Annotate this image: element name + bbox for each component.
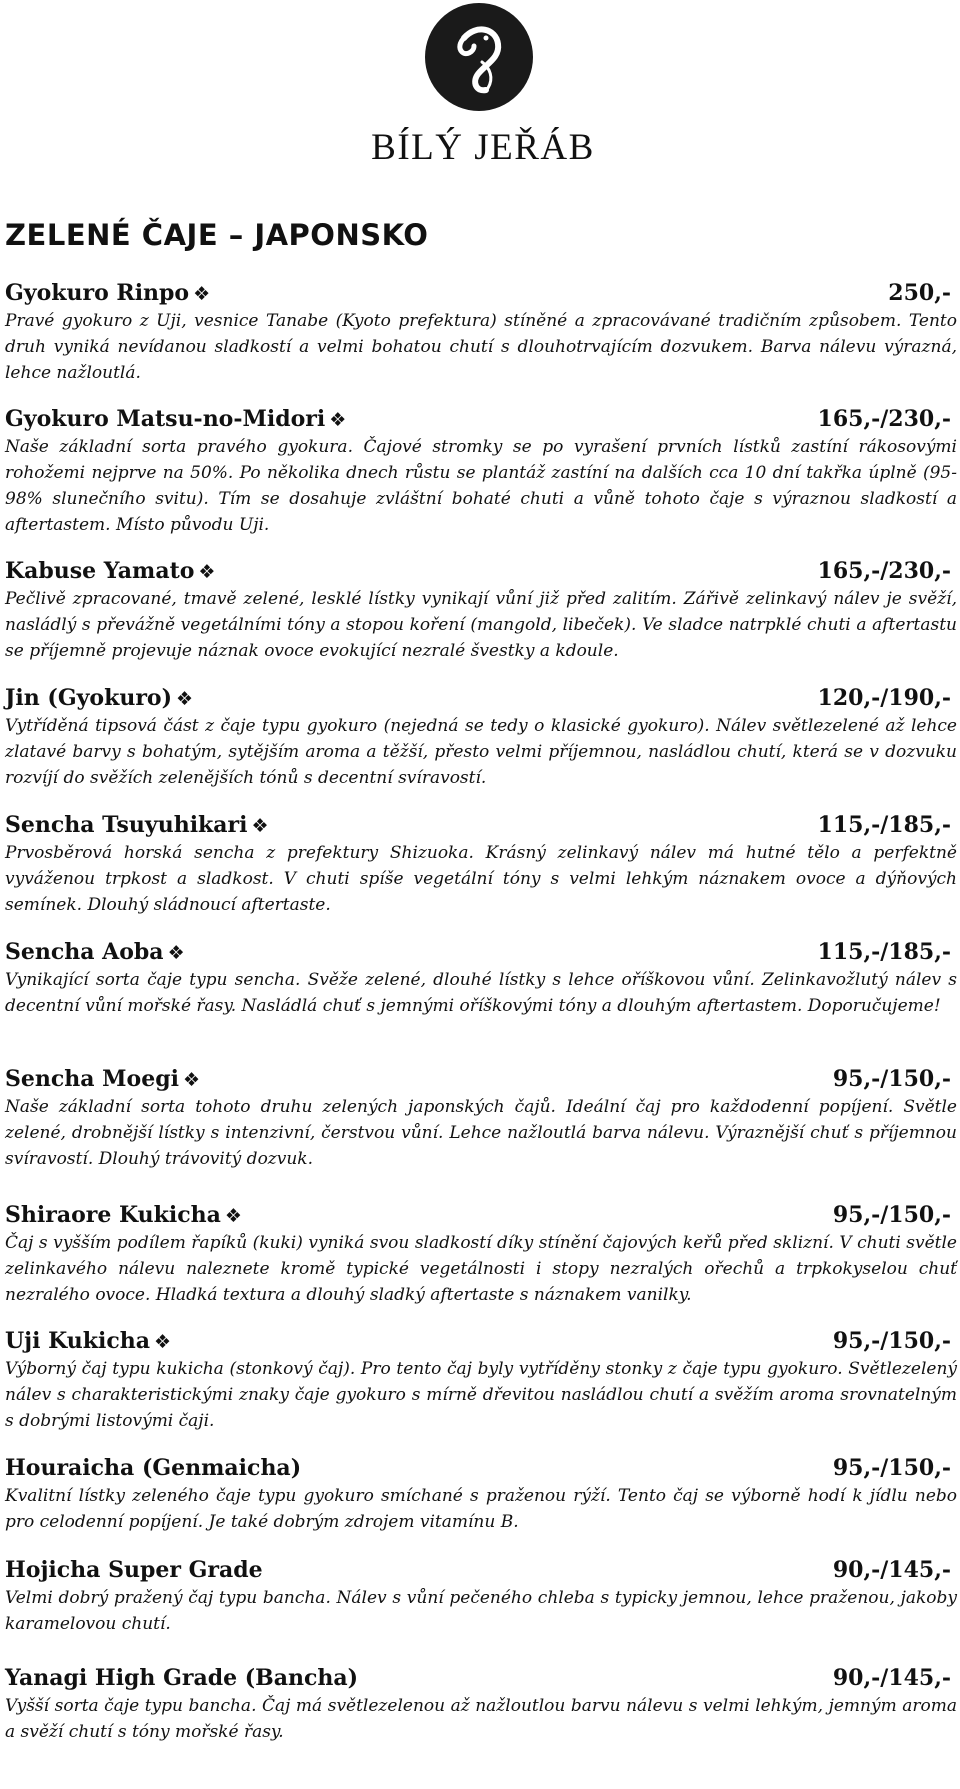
menu-item-name-text: Yanagi High Grade (Bancha)	[5, 1665, 359, 1691]
menu-item	[5, 1200, 957, 1308]
menu-item-name-text: Houraicha (Genmaicha)	[5, 1455, 302, 1481]
menu-item-description: Naše základní sorta tohoto druhu zelených japonských čajů. Ideální čaj pro každodenní popíjení. Světle zelené, drobnější lístky s intenzivní, čerstvou vůní. Lehce nažloutlá barva nálevu. Výraznější chuť s příjemnou svíravostí. Dlouhý trávovitý dozvuk.	[5, 1097, 957, 1169]
menu-item-header	[5, 1200, 957, 1230]
menu-item-price: 90,-/145,-	[832, 1665, 951, 1691]
menu-item-price: 115,-/185,-	[817, 812, 951, 838]
menu-item-price: 95,-/150,-	[832, 1455, 951, 1481]
menu-item-header	[5, 278, 957, 308]
crane-logo-icon	[424, 2, 534, 112]
menu-item-name	[5, 1663, 358, 1693]
diamond-ornament-icon: ❖	[182, 1069, 200, 1091]
menu-item-name	[5, 278, 210, 309]
menu-item-price: 95,-/150,-	[832, 1066, 951, 1092]
menu-item-header	[5, 556, 957, 586]
brand-name: BÍLÝ JEŘÁB	[371, 127, 595, 168]
menu-item-name-text: Sencha Aoba	[5, 939, 164, 965]
menu-item-description: Velmi dobrý pražený čaj typu bancha. Nálev s vůní pečeného chleba s typicky jemnou, lehce praženou, jakoby karamelovou chutí.	[5, 1588, 957, 1634]
menu-item	[5, 404, 957, 538]
menu-item-name	[5, 937, 185, 968]
menu-item-name-text: Hojicha Super Grade	[5, 1557, 263, 1583]
diamond-ornament-icon: ❖	[154, 1331, 172, 1353]
menu-item-header	[5, 1326, 957, 1356]
menu-item-header	[5, 683, 957, 713]
menu-item	[5, 1064, 957, 1172]
menu-item-name	[5, 1326, 171, 1357]
menu-item-header	[5, 1453, 957, 1483]
diamond-ornament-icon: ❖	[329, 409, 347, 431]
menu-item-description: Čaj s vyšším podílem řapíků (kuki) vyniká svou sladkostí díky stínění čajových keřů před sklizní. V chuti světle zelinkavého nálevu naleznete kromě typické vegetálnosti i stopy nezralých ořechů a trpkokyselou chuť nezralého ovoce. Hladká textura a dlouhý sladký aftertaste s náznakem vanilky.	[5, 1233, 957, 1305]
menu-item-name	[5, 556, 215, 587]
menu-item-description: Naše základní sorta pravého gyokura. Čajové stromky se po vyrašení prvních lístků zastíní rákosovými rohožemi nejprve na 50%. Po několika dnech růstu se plantáž zastíní na dalších cca 10 dní takřka úplně (95-98% slunečního svitu). Tím se dosahuje zvláštní bohaté chuti a vůně tohoto čaje s výraznou sladkostí a aftertastem. Místo původu Uji.	[5, 437, 957, 535]
menu-item	[5, 1453, 957, 1535]
menu-item-price: 115,-/185,-	[817, 939, 951, 965]
menu-item-name-text: Gyokuro Matsu-no-Midori	[5, 406, 326, 432]
menu-item	[5, 1326, 957, 1434]
diamond-ornament-icon: ❖	[167, 942, 185, 964]
menu-item-header	[5, 810, 957, 840]
menu-item-price: 250,-	[888, 280, 951, 306]
diamond-ornament-icon: ❖	[224, 1205, 242, 1227]
menu-item-name	[5, 810, 269, 841]
menu-item	[5, 810, 957, 918]
menu-item-description: Pečlivě zpracované, tmavě zelené, lesklé lístky vynikají vůní již před zalitím. Zářivě zelinkavý nálev je svěží, nasládlý s převážně vegetálními tóny a stopou koření (mangold, libeček). Ve sladce natrpklé chuti a aftertastu se příjemně projevuje náznak ovoce evokující nezralé švestky a kdoule.	[5, 589, 957, 661]
diamond-ornament-icon: ❖	[193, 283, 211, 305]
diamond-ornament-icon: ❖	[251, 815, 269, 837]
menu-item-description: Pravé gyokuro z Uji, vesnice Tanabe (Kyoto prefektura) stíněné a zpracovávané tradičním způsobem. Tento druh vyniká nevídanou sladkostí a velmi bohatou chutí s dlouhotrvajícím dozvukem. Barva nálevu výrazná, lehce nažloutlá.	[5, 311, 957, 383]
menu-item-description: Prvosběrová horská sencha z prefektury Shizuoka. Krásný zelinkavý nálev má hutné tělo a perfektně vyváženou trpkost a sladkost. V chuti spíše vegetální tóny s velmi lehkým náznakem ovoce a dýňových semínek. Dlouhý sládnoucí aftertaste.	[5, 843, 957, 915]
menu-item-name	[5, 1555, 263, 1585]
menu-item-description: Kvalitní lístky zeleného čaje typu gyokuro smíchané s praženou rýží. Tento čaj se výborně hodí k jídlu nebo pro celodenní popíjení. Je také dobrým zdrojem vitamínu B.	[5, 1486, 957, 1532]
menu-item-price: 90,-/145,-	[832, 1557, 951, 1583]
menu-item-header	[5, 1064, 957, 1094]
menu-item-name-text: Uji Kukicha	[5, 1328, 151, 1354]
menu-item-header	[5, 1555, 957, 1585]
menu-item-description: Výborný čaj typu kukicha (stonkový čaj). Pro tento čaj byly vytříděny stonky z čaje typu gyokuro. Světlezelený nálev s charakteristickými znaky čaje gyokuro s mírně dřevitou nasládlou chutí a svěžím aroma srovnatelným s dobrými listovými čaji.	[5, 1359, 957, 1431]
menu-item-description: Vytříděná tipsová část z čaje typu gyokuro (nejedná se tedy o klasické gyokuro). Nálev světlezelené až lehce zlatavé barvy s bohatým, sytějším aroma a těžší, přesto velmi příjemnou, nasládlou chutí, která se v dozvuku rozvíjí do svěžích zelenějších tónů s decentní svíravostí.	[5, 716, 957, 788]
menu-item-name	[5, 683, 193, 714]
menu-item-header	[5, 937, 957, 967]
menu-item-name-text: Sencha Tsuyuhikari	[5, 812, 248, 838]
menu-item-price: 120,-/190,-	[817, 685, 951, 711]
menu-item-name-text: Jin (Gyokuro)	[5, 685, 172, 711]
menu-item-name	[5, 404, 346, 435]
menu-item	[5, 278, 957, 386]
menu-item-name-text: Gyokuro Rinpo	[5, 280, 190, 306]
menu-item-name	[5, 1064, 200, 1095]
menu-item-name	[5, 1200, 242, 1231]
menu-item-price: 165,-/230,-	[817, 558, 951, 584]
menu-item-price: 165,-/230,-	[817, 406, 951, 432]
menu-item-header	[5, 1663, 957, 1693]
menu-item-name-text: Shiraore Kukicha	[5, 1202, 221, 1228]
menu-item-description: Vyšší sorta čaje typu bancha. Čaj má světlezelenou až nažloutlou barvu nálevu s velmi lehkým, jemným aroma a svěží chutí s tóny mořské řasy.	[5, 1696, 957, 1742]
menu-item	[5, 683, 957, 791]
menu-item-price: 95,-/150,-	[832, 1328, 951, 1354]
menu-item	[5, 1555, 957, 1637]
menu-item-name-text: Sencha Moegi	[5, 1066, 179, 1092]
menu-item-header	[5, 404, 957, 434]
diamond-ornament-icon: ❖	[198, 561, 216, 583]
diamond-ornament-icon: ❖	[176, 688, 194, 710]
menu-item	[5, 1663, 957, 1745]
menu-item-price: 95,-/150,-	[832, 1202, 951, 1228]
menu-header	[0, 0, 960, 200]
menu-item-description: Vynikající sorta čaje typu sencha. Svěže zelené, dlouhé lístky s lehce oříškovou vůní. Zelinkavožlutý nálev s decentní vůní mořské řasy. Nasládlá chuť s jemnými oříškovými tóny a dlouhým aftertastem. Doporučujeme!	[5, 970, 957, 1016]
section-title: ZELENÉ ČAJE – JAPONSKO	[5, 218, 429, 252]
menu-item-name-text: Kabuse Yamato	[5, 558, 195, 584]
menu-item	[5, 937, 957, 1019]
menu-item	[5, 556, 957, 664]
menu-item-name	[5, 1453, 301, 1483]
